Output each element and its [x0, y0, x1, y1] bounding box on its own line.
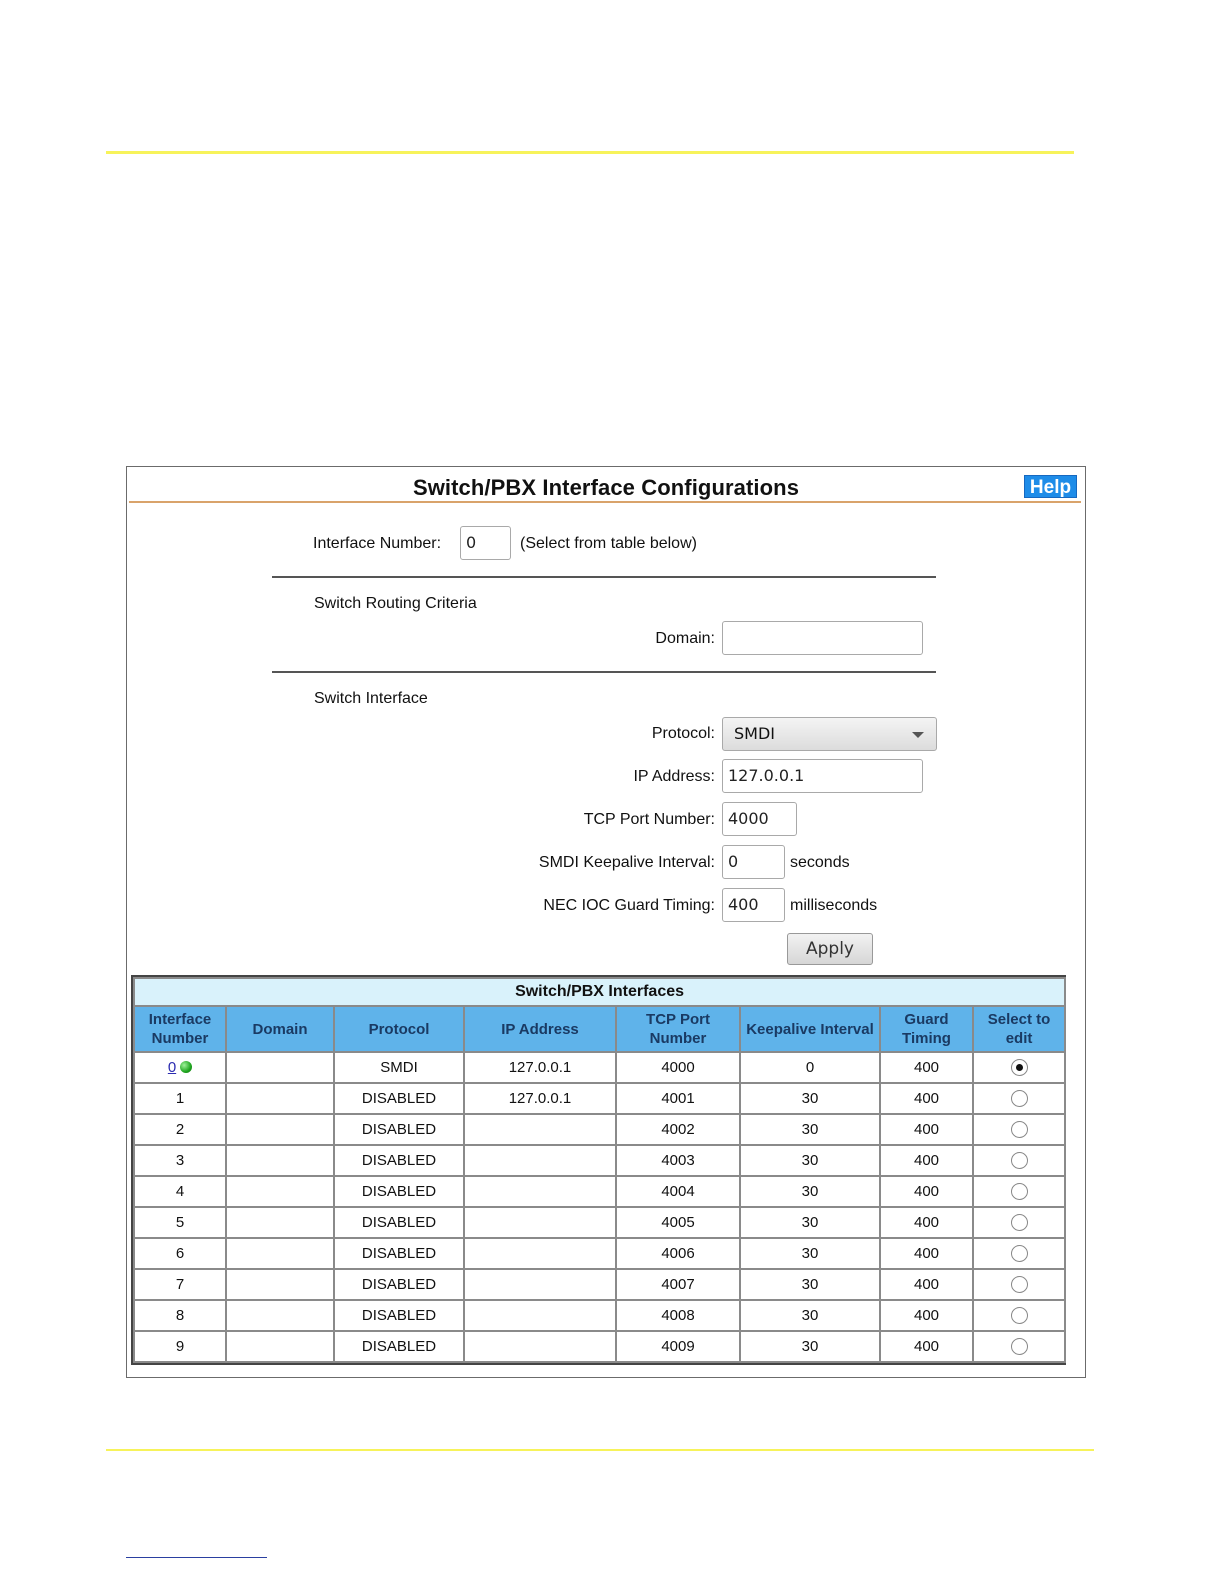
config-panel	[126, 466, 1086, 1378]
tcp-port-label: TCP Port Number:	[583, 811, 715, 828]
select-radio[interactable]	[1011, 1338, 1028, 1355]
cell-select	[973, 1207, 1065, 1238]
cell-domain	[226, 1207, 334, 1238]
page-top-rule	[106, 151, 1074, 154]
table-row	[134, 1176, 1065, 1207]
protocol-select[interactable]	[722, 717, 937, 751]
cell-guard-timing: 400	[880, 1207, 973, 1238]
keepalive-input[interactable]: 0	[722, 845, 785, 879]
keepalive-unit: seconds	[790, 854, 850, 871]
cell-ip-address	[464, 1145, 616, 1176]
cell-ip-address: 127.0.0.1	[464, 1052, 616, 1083]
column-header: Interface Number	[134, 1006, 226, 1052]
footer-link-underline	[126, 1557, 267, 1558]
guard-timing-unit: milliseconds	[790, 897, 878, 914]
column-header: Keepalive Interval	[740, 1006, 880, 1052]
cell-domain	[226, 1331, 334, 1362]
cell-ip-address	[464, 1300, 616, 1331]
interface-number: 8	[175, 1307, 185, 1324]
select-radio[interactable]	[1011, 1090, 1028, 1107]
title-divider	[129, 501, 1081, 503]
cell-select	[973, 1300, 1065, 1331]
cell-guard-timing: 400	[880, 1269, 973, 1300]
select-radio[interactable]	[1011, 1183, 1028, 1200]
interface-link[interactable]: 0	[167, 1059, 177, 1076]
protocol-label: Protocol:	[651, 725, 715, 742]
table-row	[134, 1114, 1065, 1145]
interface-number: 1	[175, 1090, 185, 1107]
cell-interface-number	[134, 1052, 226, 1083]
domain-label: Domain:	[655, 630, 715, 647]
cell-protocol: DISABLED	[334, 1176, 464, 1207]
cell-keepalive: 30	[740, 1331, 880, 1362]
column-header: IP Address	[464, 1006, 616, 1052]
select-radio[interactable]	[1011, 1059, 1028, 1076]
cell-interface-number	[134, 1083, 226, 1114]
cell-protocol: DISABLED	[334, 1145, 464, 1176]
cell-protocol: DISABLED	[334, 1114, 464, 1145]
cell-select	[973, 1269, 1065, 1300]
cell-select	[973, 1052, 1065, 1083]
apply-button[interactable]: Apply	[787, 933, 873, 965]
domain-input[interactable]	[722, 621, 923, 655]
cell-interface-number	[134, 1269, 226, 1300]
keepalive-label: SMDI Keepalive Interval:	[538, 854, 715, 871]
cell-protocol: SMDI	[334, 1052, 464, 1083]
interface-number-input[interactable]: 0	[460, 526, 511, 560]
table-row	[134, 1300, 1065, 1331]
page-bottom-rule	[106, 1449, 1094, 1451]
cell-protocol: DISABLED	[334, 1083, 464, 1114]
cell-interface-number	[134, 1145, 226, 1176]
cell-tcp-port: 4007	[616, 1269, 740, 1300]
cell-keepalive: 0	[740, 1052, 880, 1083]
cell-keepalive: 30	[740, 1083, 880, 1114]
cell-domain	[226, 1114, 334, 1145]
interface-number: 6	[175, 1245, 185, 1262]
cell-tcp-port: 4003	[616, 1145, 740, 1176]
cell-domain	[226, 1238, 334, 1269]
cell-guard-timing: 400	[880, 1238, 973, 1269]
tcp-port-input[interactable]: 4000	[722, 802, 797, 836]
cell-keepalive: 30	[740, 1207, 880, 1238]
guard-timing-label: NEC IOC Guard Timing:	[543, 897, 715, 914]
cell-tcp-port: 4008	[616, 1300, 740, 1331]
cell-domain	[226, 1052, 334, 1083]
cell-domain	[226, 1269, 334, 1300]
column-header: Guard Timing	[880, 1006, 973, 1052]
status-active-icon	[180, 1061, 192, 1073]
cell-keepalive: 30	[740, 1269, 880, 1300]
section-divider	[272, 671, 936, 673]
cell-ip-address: 127.0.0.1	[464, 1083, 616, 1114]
cell-tcp-port: 4000	[616, 1052, 740, 1083]
cell-select	[973, 1176, 1065, 1207]
cell-interface-number	[134, 1331, 226, 1362]
select-radio[interactable]	[1011, 1214, 1028, 1231]
chevron-down-icon	[912, 732, 924, 738]
interface-number: 4	[175, 1183, 185, 1200]
cell-protocol: DISABLED	[334, 1207, 464, 1238]
cell-guard-timing: 400	[880, 1176, 973, 1207]
cell-domain	[226, 1176, 334, 1207]
cell-guard-timing: 400	[880, 1300, 973, 1331]
cell-protocol: DISABLED	[334, 1331, 464, 1362]
ip-address-input[interactable]: 127.0.0.1	[722, 759, 923, 793]
cell-protocol: DISABLED	[334, 1238, 464, 1269]
cell-guard-timing: 400	[880, 1083, 973, 1114]
interface-number: 2	[175, 1121, 185, 1138]
interface-section-label: Switch Interface	[314, 690, 428, 707]
table-row	[134, 1145, 1065, 1176]
interface-number: 3	[175, 1152, 185, 1169]
cell-ip-address	[464, 1114, 616, 1145]
column-header: Protocol	[334, 1006, 464, 1052]
table-row	[134, 1052, 1065, 1083]
cell-domain	[226, 1145, 334, 1176]
cell-tcp-port: 4002	[616, 1114, 740, 1145]
select-radio[interactable]	[1011, 1276, 1028, 1293]
cell-select	[973, 1114, 1065, 1145]
cell-protocol: DISABLED	[334, 1269, 464, 1300]
routing-section-label: Switch Routing Criteria	[314, 595, 477, 612]
interface-number: 7	[175, 1276, 185, 1293]
cell-domain	[226, 1300, 334, 1331]
cell-select	[973, 1331, 1065, 1362]
cell-keepalive: 30	[740, 1176, 880, 1207]
cell-keepalive: 30	[740, 1300, 880, 1331]
interfaces-table	[131, 975, 1066, 1365]
interface-number: 5	[175, 1214, 185, 1231]
cell-ip-address	[464, 1176, 616, 1207]
cell-select	[973, 1083, 1065, 1114]
table-row	[134, 1207, 1065, 1238]
cell-guard-timing: 400	[880, 1114, 973, 1145]
cell-ip-address	[464, 1238, 616, 1269]
cell-guard-timing: 400	[880, 1145, 973, 1176]
cell-interface-number	[134, 1300, 226, 1331]
column-header: Domain	[226, 1006, 334, 1052]
protocol-selected-value: SMDI	[734, 724, 775, 743]
select-radio[interactable]	[1011, 1152, 1028, 1169]
table-caption: Switch/PBX Interfaces	[134, 978, 1065, 1006]
table-row	[134, 1238, 1065, 1269]
select-radio[interactable]	[1011, 1121, 1028, 1138]
table-row	[134, 1331, 1065, 1362]
cell-interface-number	[134, 1207, 226, 1238]
cell-protocol: DISABLED	[334, 1300, 464, 1331]
cell-ip-address	[464, 1269, 616, 1300]
table-row	[134, 1083, 1065, 1114]
cell-tcp-port: 4009	[616, 1331, 740, 1362]
cell-interface-number	[134, 1114, 226, 1145]
cell-interface-number	[134, 1176, 226, 1207]
select-radio[interactable]	[1011, 1307, 1028, 1324]
cell-guard-timing: 400	[880, 1331, 973, 1362]
cell-interface-number	[134, 1238, 226, 1269]
help-button[interactable]: Help	[1024, 475, 1077, 498]
interface-number-label: Interface Number:	[313, 535, 442, 552]
cell-tcp-port: 4005	[616, 1207, 740, 1238]
ip-address-label: IP Address:	[633, 768, 715, 785]
panel-title: Switch/PBX Interface Configurations	[412, 475, 800, 500]
cell-select	[973, 1145, 1065, 1176]
interface-number-hint: (Select from table below)	[520, 535, 697, 552]
cell-tcp-port: 4004	[616, 1176, 740, 1207]
cell-select	[973, 1238, 1065, 1269]
section-divider	[272, 576, 936, 578]
interface-number: 9	[175, 1338, 185, 1355]
cell-domain	[226, 1083, 334, 1114]
cell-ip-address	[464, 1207, 616, 1238]
column-header: TCP Port Number	[616, 1006, 740, 1052]
cell-keepalive: 30	[740, 1114, 880, 1145]
cell-tcp-port: 4006	[616, 1238, 740, 1269]
column-header: Select to edit	[973, 1006, 1065, 1052]
cell-tcp-port: 4001	[616, 1083, 740, 1114]
cell-keepalive: 30	[740, 1238, 880, 1269]
guard-timing-input[interactable]: 400	[722, 888, 785, 922]
select-radio[interactable]	[1011, 1245, 1028, 1262]
cell-keepalive: 30	[740, 1145, 880, 1176]
cell-ip-address	[464, 1331, 616, 1362]
table-row	[134, 1269, 1065, 1300]
cell-guard-timing: 400	[880, 1052, 973, 1083]
